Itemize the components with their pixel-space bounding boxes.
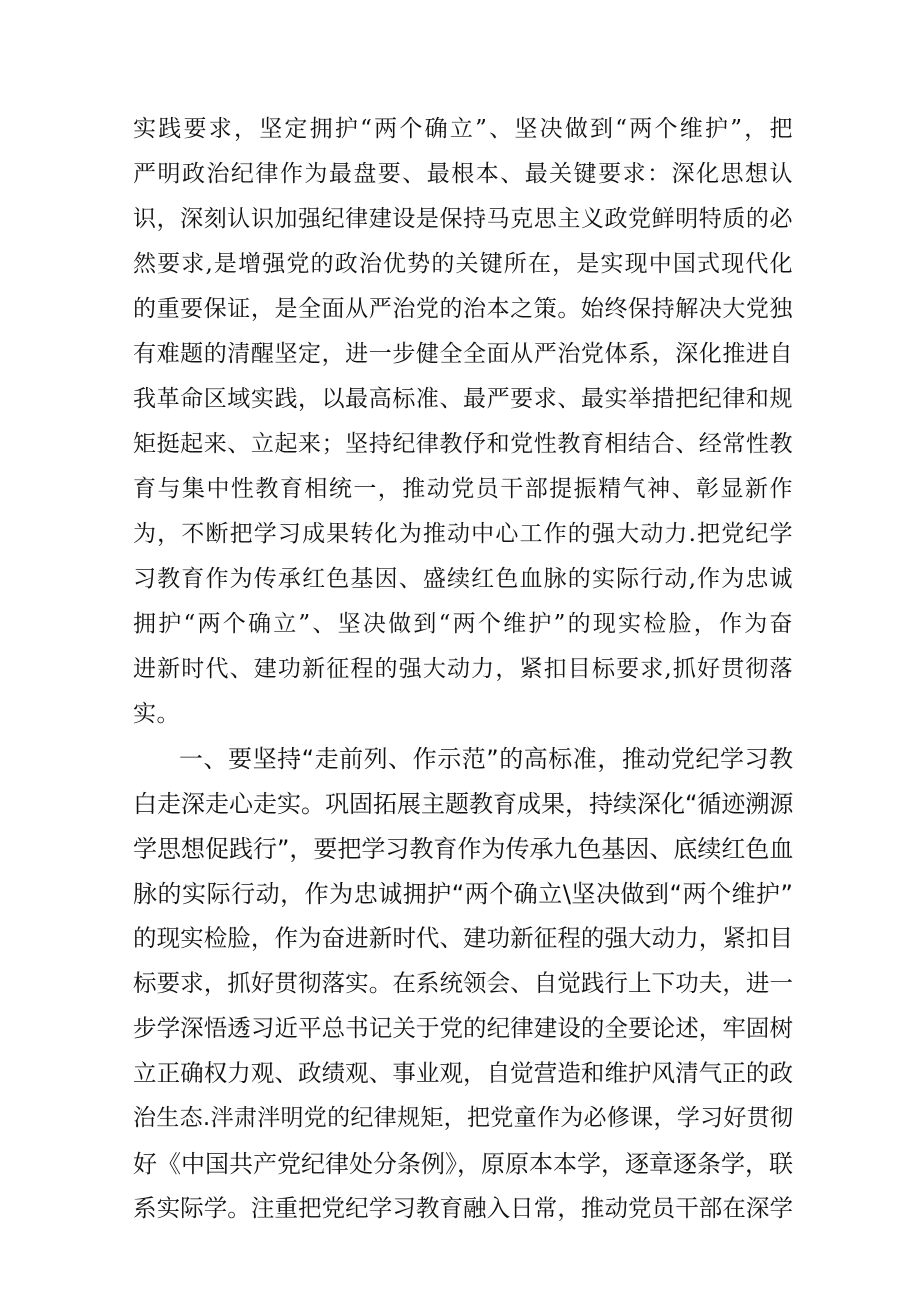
paragraph-line: 白走深走心走实。巩固拓展主题教育成果，持续深化“循迹溯源 xyxy=(133,790,794,818)
paragraph-line: 步学深悟透习近平总书记关于党的纪律建设的全要论述，牢固树 xyxy=(133,1014,793,1042)
paragraph-line: 然要求,是增强党的政治优势的关键所在，是实现中国式现代化 xyxy=(133,251,793,277)
paragraph-line: 矩挺起来、立起来；坚持纪律教伃和党性教育相结合、经常性教 xyxy=(133,431,793,457)
paragraph-line: 治生态.泮肃泮明党的纪律规矩，把党童作为必修课，学习好贯彻 xyxy=(133,1105,793,1131)
paragraph-line: 好《中国共产党纪律处分条例》，原原本本学，逐章逐条学，联 xyxy=(133,1150,793,1178)
paragraph-line: 有难题的清醒坚定，进一步健全全面从严治党体系，深化推进自 xyxy=(133,341,793,367)
paragraph-line: 实。 xyxy=(133,701,180,727)
paragraph-line: 育与集中性教育相统一，推动党员干部提振精气神、彰显新作 xyxy=(133,476,793,502)
paragraph-line: 系实际学。注重把党纪学习教育融入日常，推动党员干部在深学 xyxy=(133,1194,793,1222)
paragraph-line: 习教育作为传承红色基因、盛续红色血脉的实际行动,作为忠诚 xyxy=(133,566,793,592)
paragraph-line: 实践要求，坚定拥护“两个确立”、坚决做到“两个维护”，把 xyxy=(133,116,793,142)
paragraph-line: 的重要保证，是全面从严治党的治本之策。始终保持解决大党独 xyxy=(133,296,793,322)
paragraph-line: 立正确权力观、政绩观、事业观，自觉营造和维护风清气正的政 xyxy=(133,1059,793,1087)
paragraph-line: 的现实检脸，作为奋进新时代、建功新征程的强大动力，紧扣目 xyxy=(133,924,793,952)
paragraph-line: 学思想促践行”，要把学习教育作为传承九色基因、底续红色血 xyxy=(133,835,794,863)
paragraph-line: 标要求，抓好贯彻落实。在系统领会、自觉践行上下功夫，进一 xyxy=(133,969,793,997)
paragraph-line: 识，深刻认识加强纪律建设是保持马克思主义政党鲜明特质的必 xyxy=(133,206,793,232)
paragraph-line: 一、要坚持“走前列、作示范”的高标准，推动党纪学习教 xyxy=(179,745,793,773)
paragraph-line: 脉的实际行动，作为忠诚拥护“两个确立\坚决做到“两个维护” xyxy=(133,880,793,908)
paragraph-line: 严明政治纪律作为最盘要、最根本、最关键要求：深化思想认 xyxy=(133,161,793,187)
paragraph-line: 为，不断把学习成果转化为推动中心工作的强大动力.把党纪学 xyxy=(133,521,793,547)
paragraph-line: 我革命区域实践，以最高标准、最严要求、最实举措把纪律和规 xyxy=(133,386,793,412)
paragraph-line: 拥护“两个确立”、坚决做到“两个维护”的现实检脸，作为奋 xyxy=(133,611,793,637)
paragraph-line: 进新时代、建功新征程的强大动力，紧扣目标要求,抓好贯彻落 xyxy=(133,656,793,682)
